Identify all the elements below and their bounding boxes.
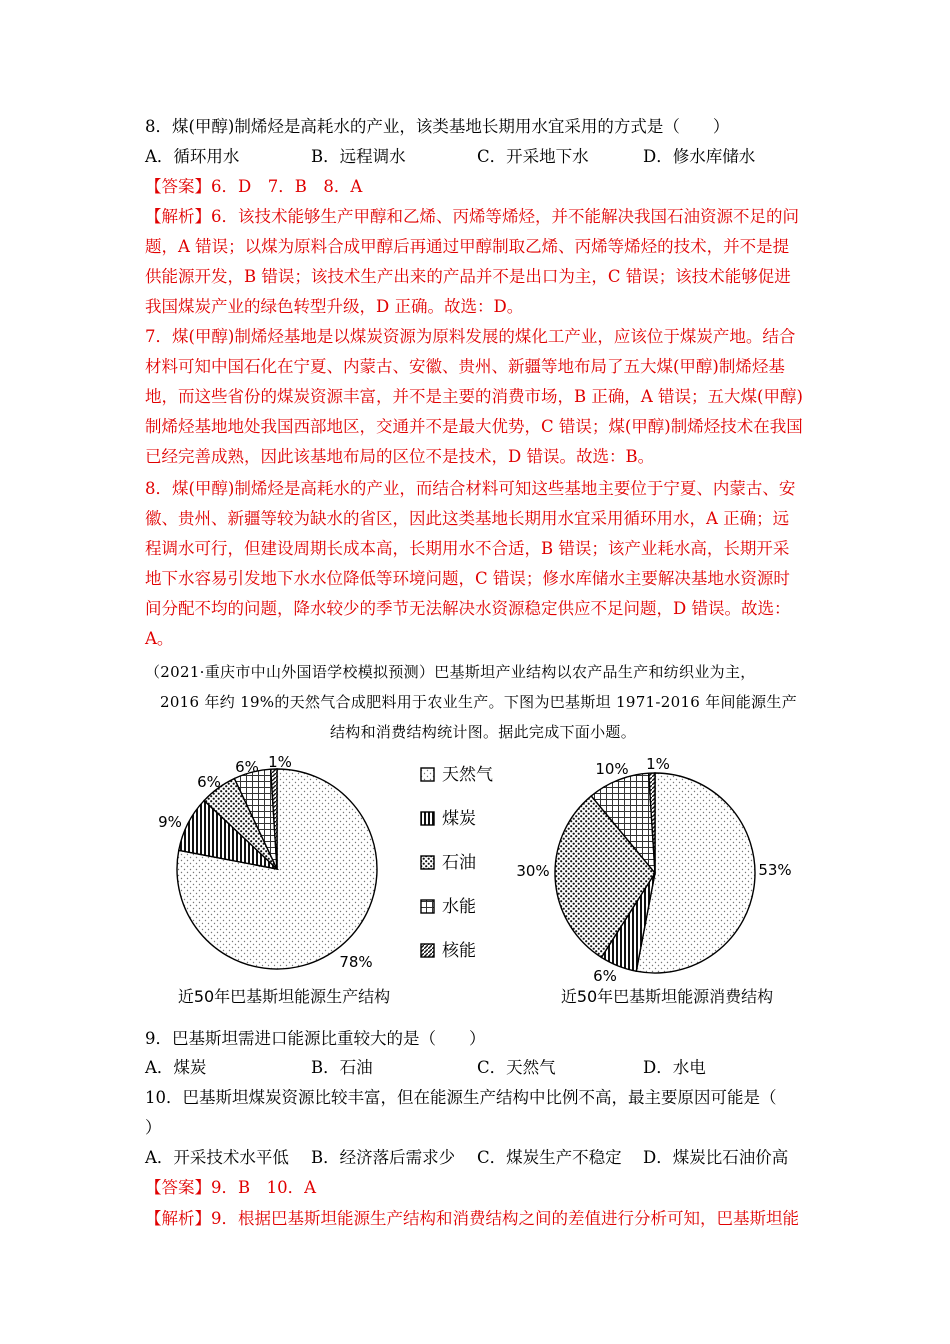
answer-tag: 【答案】 (145, 177, 211, 196)
answer-block (145, 172, 362, 202)
legend-label-oil: 石油 (442, 853, 476, 873)
option-a: A．循环用水 (145, 147, 240, 166)
analysis-line: 地下水容易引发地下水水位降低等环境问题，C 错误；修水库储水主要解决基地水资源时 (145, 569, 790, 588)
consumption-pie (516, 755, 791, 985)
answer-text: 6．D 7．B 8．A (211, 177, 363, 196)
production-label-natural-gas: 78% (339, 953, 373, 971)
question-9-options (145, 1053, 706, 1083)
production-label-coal: 9% (158, 813, 182, 831)
consumption-label-nuclear: 1% (646, 755, 670, 773)
legend-swatch-coal (421, 812, 434, 825)
answer-block (145, 1173, 316, 1203)
option-b: B．经济落后需求少 (311, 1148, 456, 1167)
legend-swatch-hydro (421, 900, 434, 913)
question-10-stem-end: ） (145, 1118, 162, 1137)
analysis-line: 我国煤炭产业的绿色转型升级，D 正确。故选：D。 (145, 297, 524, 316)
analysis-text: 9．根据巴基斯坦能源生产结构和消费结构之间的差值进行分析可知，巴基斯坦能 (211, 1209, 799, 1228)
consumption-label-coal: 6% (593, 967, 617, 985)
option-d: D．水电 (643, 1058, 706, 1077)
consumption-chart-title: 近50年巴基斯坦能源消费结构 (560, 987, 774, 1006)
legend-swatch-oil (421, 856, 434, 869)
option-d: D．修水库储水 (643, 147, 756, 166)
production-label-hydro: 6% (235, 758, 259, 776)
analysis-line: A。 (145, 629, 174, 648)
analysis-line: 间分配不均的问题，降水较少的季节无法解决水资源稳定供应不足问题，D 错误。故选： (145, 599, 791, 618)
production-chart-title: 近50年巴基斯坦能源生产结构 (177, 987, 391, 1006)
analysis-line: 7．煤(甲醇)制烯烃基地是以煤炭资源为原料发展的煤化工产业，应该位于煤炭产地。结合 (145, 327, 796, 346)
question-9-stem: 9．巴基斯坦需进口能源比重较大的是（ ） (145, 1029, 486, 1048)
consumption-label-hydro: 10% (595, 760, 629, 778)
answer-tag: 【答案】 (145, 1178, 211, 1197)
question-8-options (145, 142, 755, 172)
option-a: A．煤炭 (145, 1058, 207, 1077)
analysis-line: 制烯烃基地地处我国西部地区，交通并不是最大优势，C 错误；煤(甲醇)制烯烃技术在我国 (145, 417, 803, 436)
analysis-text: 6．该技术能够生产甲醇和乙烯、丙烯等烯烃，并不能解决我国石油资源不足的问 (211, 207, 799, 226)
production-pie (158, 753, 377, 971)
option-c: C．煤炭生产不稳定 (477, 1148, 622, 1167)
energy-pie-charts (0, 745, 950, 1035)
analysis-line (145, 1204, 799, 1234)
analysis-line: 8．煤(甲醇)制烯烃是高耗水的产业，而结合材料可知这些基地主要位于宁夏、内蒙古、安 (145, 479, 796, 498)
analysis-line: 徽、贵州、新疆等较为缺水的省区，因此这类基地长期用水宜采用循环用水，A 正确；远 (145, 509, 790, 528)
answer-text: 9．B 10．A (211, 1178, 317, 1197)
analysis-line: 已经完善成熟，因此该基地布局的区位不是技术，D 错误。故选：B。 (145, 447, 655, 466)
legend-label-hydro: 水能 (442, 897, 476, 917)
source-line: （2021·重庆市中山外国语学校模拟预测）巴基斯坦产业结构以农产品生产和纺织业为主， (145, 663, 756, 681)
option-b: B．石油 (311, 1058, 373, 1077)
source-line: 2016 年约 19%的天然气合成肥料用于农业生产。下图为巴基斯坦 1971-2016 年间能源生产 (160, 693, 798, 711)
question-10-stem: 10．巴基斯坦煤炭资源比较丰富，但在能源生产结构中比例不高，最主要原因可能是（ (145, 1088, 777, 1107)
consumption-label-oil: 30% (516, 862, 550, 880)
analysis-line: 材料可知中国石化在宁夏、内蒙古、安徽、贵州、新疆等地布局了五大煤(甲醇)制烯烃基 (145, 357, 785, 376)
legend-label-coal: 煤炭 (442, 809, 476, 829)
option-c: C．开采地下水 (477, 147, 589, 166)
legend-label-nuclear: 核能 (442, 941, 476, 961)
option-b: B．远程调水 (311, 147, 406, 166)
consumption-label-natural-gas: 53% (758, 861, 792, 879)
analysis-line: 程调水可行，但建设周期长成本高，长期用水不合适，B 错误；该产业耗水高，长期开采 (145, 539, 790, 558)
analysis-line: 题，A 错误；以煤为原料合成甲醇后再通过甲醇制取乙烯、丙烯等烯烃的技术，并不是提 (145, 237, 790, 256)
option-a: A．开采技术水平低 (145, 1148, 289, 1167)
question-8-stem: 8．煤(甲醇)制烯烃是高耗水的产业，该类基地长期用水宜采用的方式是（ ） (145, 117, 730, 136)
analysis-line: 地，而这些省份的煤炭资源丰富，并不是主要的消费市场，B 正确，A 错误；五大煤(甲醇) (145, 387, 803, 406)
analysis-tag: 【解析】 (145, 207, 211, 226)
legend-swatch-natural-gas (421, 768, 434, 781)
analysis-line: 供能源开发，B 错误；该技术生产出来的产品并不是出口为主，C 错误；该技术能够促进 (145, 267, 791, 286)
chart-legend (421, 765, 493, 961)
question-10-options (145, 1143, 788, 1173)
legend-label-natural-gas: 天然气 (442, 765, 493, 785)
analysis-tag: 【解析】 (145, 1209, 211, 1228)
option-c: C．天然气 (477, 1058, 556, 1077)
legend-swatch-nuclear (421, 944, 434, 957)
production-label-nuclear: 1% (268, 753, 292, 771)
analysis-line (145, 202, 799, 232)
option-d: D．煤炭比石油价高 (643, 1148, 789, 1167)
source-line: 结构和消费结构统计图。据此完成下面小题。 (330, 723, 637, 741)
production-label-oil: 6% (197, 773, 221, 791)
